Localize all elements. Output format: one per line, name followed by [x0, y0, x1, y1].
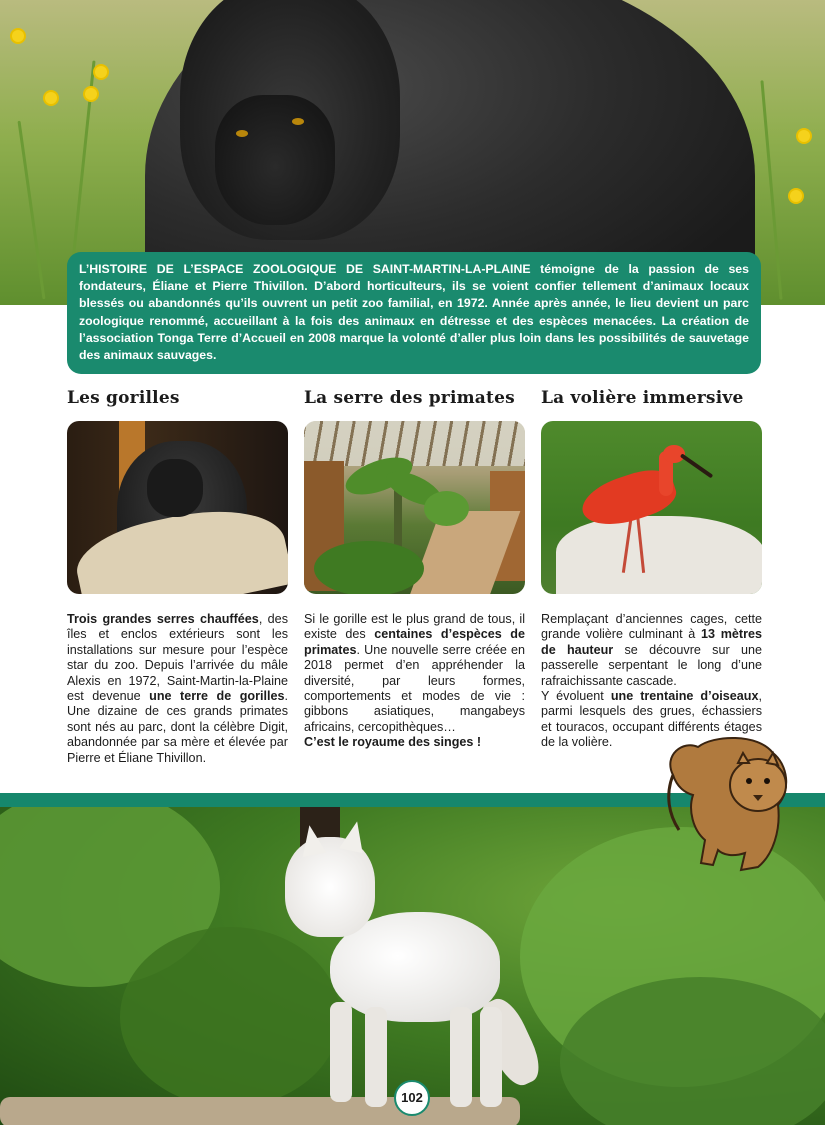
column-text	[304, 612, 525, 751]
body-text: se découvre sur une passerelle serpentant le long d’une rafraichissante cascade.	[541, 642, 762, 688]
lion-cub-illustration	[663, 735, 793, 875]
bold-text: Trois grandes serres chauffées	[67, 612, 259, 626]
intro-body: témoigne de la passion de ses fondateurs, Éliane et Pierre Thivillon. D’abord horticulteurs, ils se voient confier tellement d’animaux locaux blessés ou abandonnés qu’ils ouvrent un petit zoo familial, en 1972. Année après année, le lieu devient un parc zoologique renommé, accueillant à la fois des animaux en détresse et des espèces menacées. La création de l’association Tonga Terre d’Accueil en 2008 marque la volonté d’aller plus loin dans les possibilités de sauvetage des animaux sauvages.	[79, 262, 749, 363]
scarlet-ibis-photo	[541, 421, 762, 594]
body-text: Remplaçant d’anciennes cages, cette grande volière culminant à	[541, 612, 762, 642]
column-title: La volière immersive	[541, 388, 744, 408]
page-number: 102	[394, 1080, 430, 1116]
column-closing: C’est le royaume des singes !	[304, 735, 482, 750]
column-text	[67, 612, 288, 766]
bold-text: une terre de gorilles	[149, 689, 285, 704]
gorilla-blanket-photo	[67, 421, 288, 594]
body-text: , parmi lesquels des grues, échassiers et touracos, occupant différents étages de la volière.	[541, 689, 762, 750]
body-text: , des îles et enclos extérieurs sont les installations sur mesure pour l’espèce star du zoo. Depuis l’arrivée du mâle Alexis en 1972, Saint-Martin-la-Plaine est devenue	[67, 612, 288, 704]
body-text: Y évoluent	[541, 689, 611, 704]
column-serre-primates	[304, 385, 525, 751]
bold-text: centaines d’espèces de primates	[304, 627, 525, 657]
column-voliere	[541, 385, 762, 751]
bold-text: une trentaine d’oiseaux	[610, 689, 759, 704]
body-text: Si le gorille est le plus grand de tous, il existe des	[304, 612, 525, 642]
intro-box	[67, 252, 761, 374]
bold-text: 13 mètres de hauteur	[541, 627, 763, 657]
intro-lead: L’HISTOIRE DE L’ESPACE ZOOLOGIQUE DE SAINT-MARTIN-LA-PLAINE	[79, 262, 531, 276]
column-title: Les gorilles	[67, 388, 180, 408]
column-gorilles	[67, 385, 288, 766]
greenhouse-photo	[304, 421, 525, 594]
column-title: La serre des primates	[304, 388, 515, 408]
column-text	[541, 612, 762, 751]
body-text: . Une dizaine de ces grands primates sont nés au parc, dont la célèbre Digit, abandonnée par sa mère et élevée par Pierre et Éliane Thivillon.	[67, 689, 288, 765]
body-text: . Une nouvelle serre créée en 2018 permet d’en appréhender la diversité, par leurs formes, comportements et modes de vie : gibbons asiatiques, mangabeys africains, cercopithèques…	[304, 642, 525, 734]
